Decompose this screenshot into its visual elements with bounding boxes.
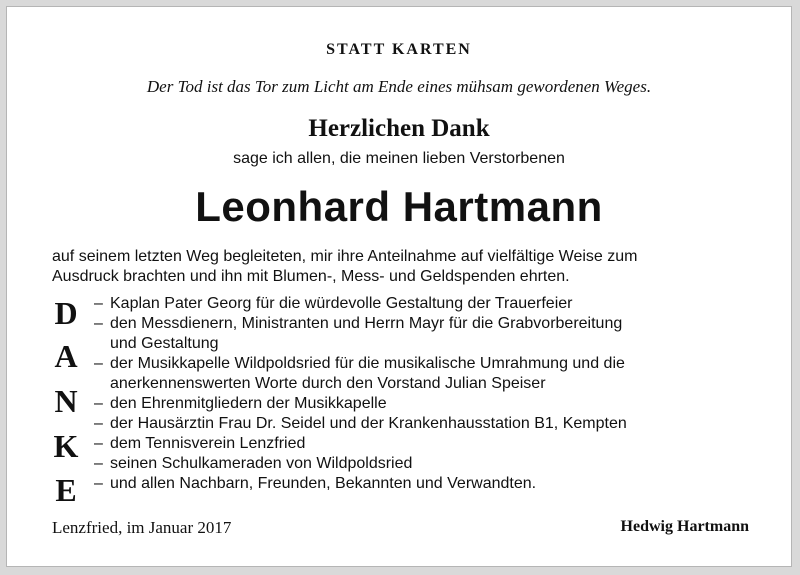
signature: Hedwig Hartmann xyxy=(620,518,749,535)
kicker: STATT KARTEN xyxy=(326,41,472,58)
dash: – xyxy=(94,415,103,432)
list-item-text: seinen Schulkameraden von Wildpoldsried xyxy=(110,455,413,472)
list-item xyxy=(94,354,784,374)
list-item xyxy=(94,294,784,314)
list-item xyxy=(94,414,784,434)
dash: – xyxy=(94,455,103,472)
list-item-text: den Ehrenmitgliedern der Musikkapelle xyxy=(110,395,387,412)
danke-letter: A xyxy=(54,338,78,374)
danke-letter: N xyxy=(54,383,78,419)
list-item xyxy=(94,474,784,494)
list-item-text: der Hausärztin Frau Dr. Seidel und der Krankenhausstation B1, Kempten xyxy=(110,415,627,432)
intro-line: Ausdruck brachten und ihn mit Blumen-, Mess- und Geldspenden ehrten. xyxy=(52,268,570,285)
list-item-continuation: anerkennenswerten Worte durch den Vorstand Julian Speiser xyxy=(110,375,546,392)
dash: – xyxy=(94,315,103,332)
dash: – xyxy=(94,295,103,312)
deceased-name: Leonhard Hartmann xyxy=(195,183,603,230)
list-item-text: Kaplan Pater Georg für die würdevolle Gestaltung der Trauerfeier xyxy=(110,295,573,312)
list-item-continuation: und Gestaltung xyxy=(110,335,219,352)
list-item xyxy=(94,434,784,454)
danke-letter: E xyxy=(55,472,77,508)
danke-letter: K xyxy=(53,428,79,464)
list-item xyxy=(94,394,784,414)
dash: – xyxy=(94,355,103,372)
intro-line: auf seinem letzten Weg begleiteten, mir ihre Anteilnahme auf vielfältige Weise zum xyxy=(52,248,638,265)
danke-letter: D xyxy=(54,295,78,331)
motto: Der Tod ist das Tor zum Licht am Ende eines mühsam gewordenen Weges. xyxy=(146,77,652,96)
list-item-text: den Messdienern, Ministranten und Herrn Mayr für die Grabvorbereitung xyxy=(110,315,623,332)
dash: – xyxy=(94,395,103,412)
dash: – xyxy=(94,475,103,492)
heading: Herzlichen Dank xyxy=(308,115,490,142)
subheading: sage ich allen, die meinen lieben Verstorbenen xyxy=(233,150,565,167)
place-date: Lenzfried, im Januar 2017 xyxy=(52,518,232,537)
list-item-text: dem Tennisverein Lenzfried xyxy=(110,435,306,452)
obituary-notice xyxy=(6,6,792,567)
list-item-text: und allen Nachbarn, Freunden, Bekannten und Verwandten. xyxy=(110,475,537,492)
thanks-list xyxy=(94,294,784,494)
list-item xyxy=(94,314,784,334)
list-item-text: der Musikkapelle Wildpoldsried für die musikalische Umrahmung und die xyxy=(110,355,625,372)
dash: – xyxy=(94,435,103,452)
intro-text xyxy=(52,247,772,287)
list-item xyxy=(94,454,784,474)
